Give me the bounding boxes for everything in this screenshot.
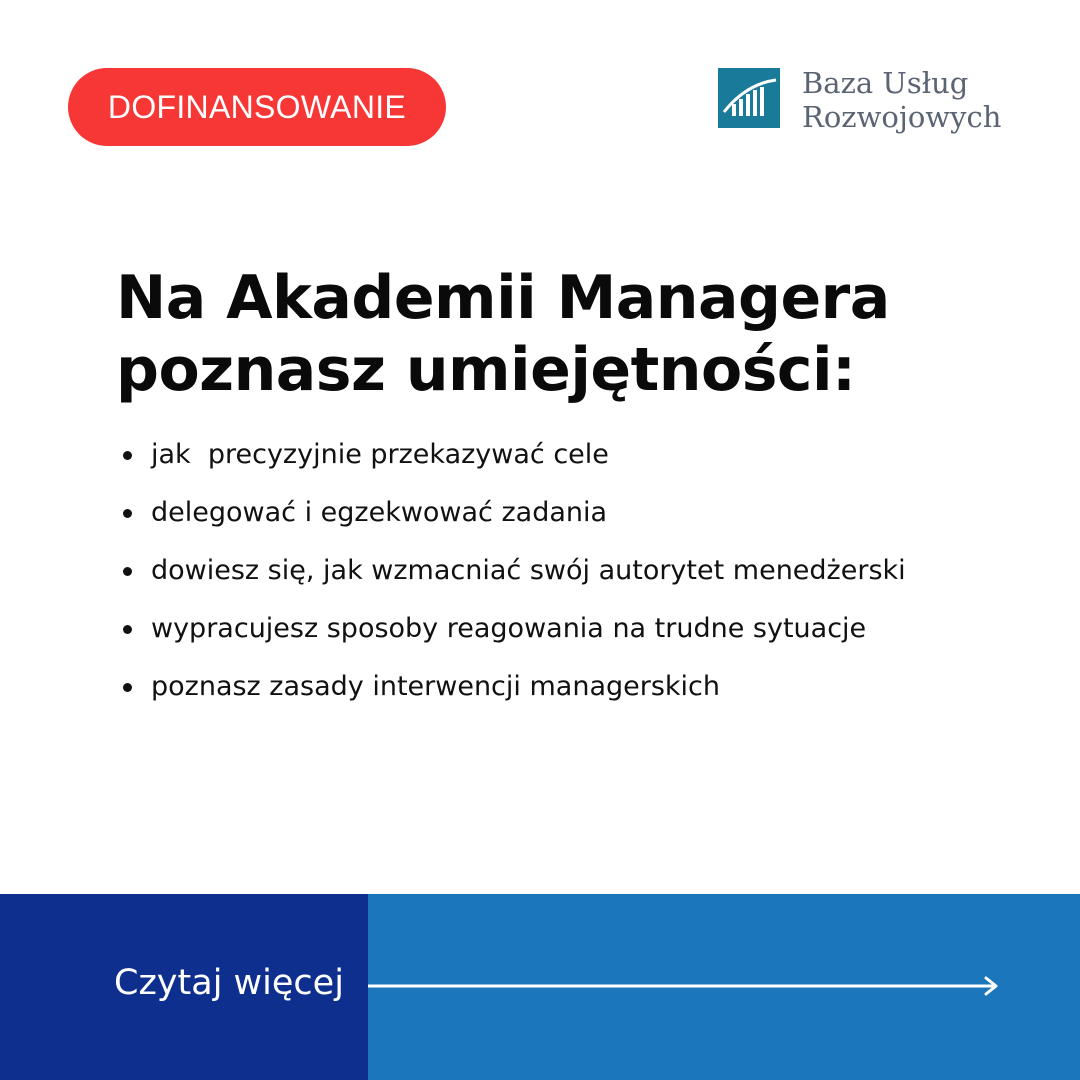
bullet-dot-icon: [123, 625, 132, 634]
headline: [116, 262, 1036, 406]
skills-list: [120, 432, 1040, 722]
list-item-text: jak precyzyjnie przekazywać cele: [151, 439, 609, 470]
bur-logo-wordmark: [802, 66, 1001, 134]
list-item-text: wypracujesz sposoby reagowania na trudne sytuacje: [151, 613, 867, 644]
list-item-text: delegować i egzekwować zadania: [151, 497, 608, 528]
logo-line-2: Rozwojowych: [802, 100, 1002, 134]
list-item: [120, 490, 1040, 548]
bur-logo-icon: [718, 68, 780, 128]
arrow-right-icon[interactable]: [368, 974, 1000, 998]
logo-line-1: Baza Usług: [802, 66, 969, 100]
bur-logo: [718, 66, 1038, 138]
list-item-text: poznasz zasady interwencji managerskich: [151, 671, 721, 702]
list-item: [120, 664, 1040, 722]
read-more-link[interactable]: Czytaj więcej: [114, 963, 344, 1003]
list-item: [120, 432, 1040, 490]
list-item-text: dowiesz się, jak wzmacniać swój autorytet menedżerski: [151, 555, 906, 586]
headline-line-1: Na Akademii Managera: [116, 263, 890, 333]
bullet-dot-icon: [123, 509, 132, 518]
list-item: [120, 548, 1040, 606]
bullet-dot-icon: [123, 567, 132, 576]
bullet-dot-icon: [123, 451, 132, 460]
headline-line-2: poznasz umiejętności:: [116, 335, 856, 405]
dofinansowanie-badge: DOFINANSOWANIE: [68, 68, 446, 146]
bullet-dot-icon: [123, 683, 132, 692]
list-item: [120, 606, 1040, 664]
